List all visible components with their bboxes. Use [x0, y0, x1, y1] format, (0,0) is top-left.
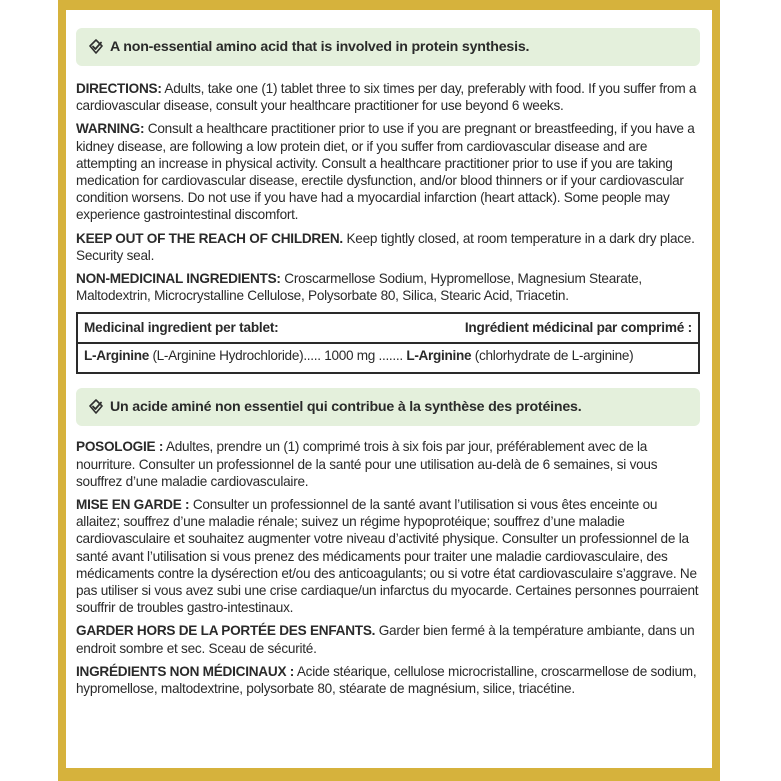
warning-text: Consult a healthcare practitioner prior to use if you are pregnant or breastfeeding, if you have a kidney disease, are following a low protein diet, or if you suffer from cardiovascular disease and are attempting an increase in physical activity. Consult a healthcare practitioner prior to use if you are taking medication for cardiovascular disease, erectile dysfunction, and/or blood thinners or if your cardiovascular condition worsens. Do not use if you have had a myocardial infarction (heart attack). Some people may experience gastrointestinal discomfort.: [76, 121, 695, 223]
dots-right: .......: [378, 348, 403, 364]
table-header-en: Medicinal ingredient per tablet:: [84, 320, 279, 336]
keep-out-text: Keep tightly closed, at room temperature in a dark dry place. Security seal.: [76, 230, 695, 263]
ingredient-fr: L-Arginine: [406, 348, 472, 364]
keep-out-section: [76, 230, 700, 264]
french-banner: [76, 388, 700, 426]
english-banner: [76, 28, 700, 66]
non-medicinal-section: [76, 270, 700, 304]
directions-section: [76, 80, 700, 114]
shield-check-icon: [88, 39, 104, 55]
mise-en-garde-label: MISE EN GARDE :: [76, 497, 190, 513]
label-panel: [66, 10, 712, 768]
shield-check-icon: [88, 399, 104, 415]
source-en: (L-Arginine Hydrochloride): [148, 348, 304, 364]
non-medicinaux-section: [76, 663, 700, 697]
garder-section: [76, 622, 700, 656]
english-banner-text: A non-essential amino acid that is involved in protein synthesis.: [110, 39, 530, 55]
medicinal-ingredient-table: [76, 312, 700, 374]
keep-out-label: KEEP OUT OF THE REACH OF CHILDREN.: [76, 230, 343, 246]
source-fr: (chlorhydrate de L-arginine): [471, 348, 634, 364]
ingredient-en: L-Arginine: [84, 348, 149, 364]
table-header-fr: Ingrédient médicinal par comprimé :: [464, 320, 692, 336]
non-medicinal-label: NON-MEDICINAL INGREDIENTS:: [76, 271, 281, 287]
posologie-section: [76, 438, 700, 490]
posologie-label: POSOLOGIE :: [76, 439, 164, 455]
non-medicinal-text: Croscarmellose Sodium, Hypromellose, Magnesium Stearate, Maltodextrin, Microcrystalline Cellulose, Polysorbate 80, Silica, Stearic Acid, Triacetin.: [76, 271, 642, 304]
mise-en-garde-section: [76, 496, 700, 616]
posologie-text: Adultes, prendre un (1) comprimé trois à six fois par jour, préférablement avec de la nourriture. Consulter un professionnel de la santé pour une utilisation au-delà de 6 semaines, si vous souffrez d’une maladie cardiovasculaire.: [76, 439, 658, 489]
warning-label: WARNING:: [76, 121, 145, 137]
french-banner-text: Un acide aminé non essentiel qui contribue à la synthèse des protéines.: [110, 399, 582, 416]
warning-section: [76, 120, 700, 223]
table-divider: [78, 342, 698, 344]
directions-text: Adults, take one (1) tablet three to six times per day, preferably with food. If you suffer from a cardiovascular disease, consult your healthcare practitioner for use beyond 6 weeks.: [76, 81, 697, 114]
garder-text: Garder bien fermé à la température ambiante, dans un endroit sombre et sec. Sceau de sécurité.: [76, 623, 695, 656]
garder-label: GARDER HORS DE LA PORTÉE DES ENFANTS.: [76, 623, 376, 639]
table-row: [84, 348, 692, 363]
label-content: [76, 28, 700, 697]
non-medicinaux-label: INGRÉDIENTS NON MÉDICINAUX :: [76, 663, 295, 679]
amount: 1000 mg: [324, 348, 375, 364]
mise-en-garde-text: Consulter un professionnel de la santé avant l’utilisation si vous êtes enceinte ou allaitez; souffrez d’une maladie rénale; suivez un régime hypoprotéique; souffrez d’une maladie cardiovasculaire et souhaitez augmenter votre niveau d’activité physique. Consulter un professionnel de la santé avant l’utilisation si vous prenez des médicaments pour traiter une maladie cardiovasculaire, des médicaments contre la dysérection et/ou des anticoagulants; ou si votre état cardiovasculaire s’aggrave. Ne pas utiliser si vous avez subi une crise cardiaque/un infarctus du myocarde. Certaines personnes pourraient souffrir de troubles gastro-intestinaux.: [76, 497, 699, 616]
directions-label: DIRECTIONS:: [76, 81, 162, 96]
dots-left: .....: [303, 348, 321, 364]
non-medicinaux-text: Acide stéarique, cellulose microcristalline, croscarmellose de sodium, hypromellose, maltodextrine, polysorbate 80, stéarate de magnésium, silice, triacétine.: [76, 663, 697, 697]
